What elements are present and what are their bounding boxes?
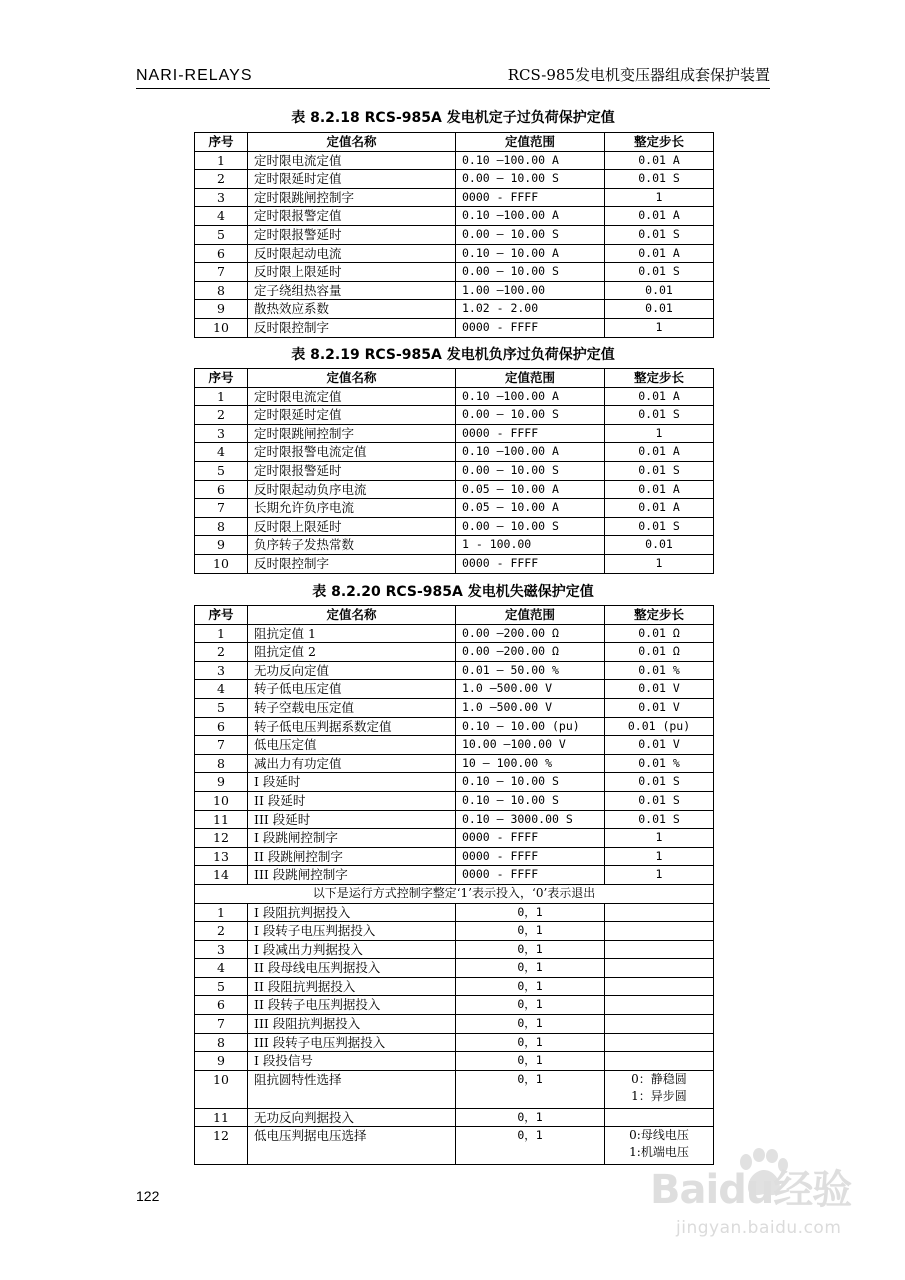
cell-no: 4 [195, 680, 248, 699]
table-row [195, 263, 714, 282]
cell-range: 0000 - FFFF [456, 424, 605, 443]
cell-name: I 段投信号 [248, 1052, 456, 1071]
cell-name: 长期允许负序电流 [248, 499, 456, 518]
cell-no: 10 [195, 318, 248, 337]
cell-name: II 段跳闸控制字 [248, 847, 456, 866]
table-note-row [195, 884, 714, 903]
cell-range: 0.00 – 10.00 S [456, 461, 605, 480]
cell-name: II 段母线电压判据投入 [248, 959, 456, 978]
cell-name: 定时限报警电流定值 [248, 443, 456, 462]
cell-name: 无功反向定值 [248, 661, 456, 680]
col-header-step: 整定步长 [605, 606, 714, 625]
cell-name: 转子低电压定值 [248, 680, 456, 699]
cell-no: 6 [195, 996, 248, 1015]
cell-range: 0.00 – 10.00 S [456, 170, 605, 189]
cell-range: 0，1 [456, 959, 605, 978]
page-header [136, 64, 770, 89]
col-header-step: 整定步长 [605, 369, 714, 388]
cell-step: 0.01 [605, 536, 714, 555]
cell-no: 7 [195, 499, 248, 518]
table-row [195, 866, 714, 885]
col-header-range: 定值范围 [456, 606, 605, 625]
table-row [195, 300, 714, 319]
table-row [195, 698, 714, 717]
cell-name: 定时限报警延时 [248, 461, 456, 480]
cell-name: 定时限跳闸控制字 [248, 424, 456, 443]
table-row [195, 225, 714, 244]
cell-range: 0，1 [456, 1108, 605, 1127]
table-row [195, 318, 714, 337]
cell-no: 8 [195, 517, 248, 536]
table-row [195, 1070, 714, 1108]
cell-step [605, 903, 714, 922]
cell-step: 0.01 S [605, 225, 714, 244]
cell-step [605, 996, 714, 1015]
cell-step: 1 [605, 188, 714, 207]
cell-step: 0.01 V [605, 698, 714, 717]
cell-name: II 段转子电压判据投入 [248, 996, 456, 1015]
cell-step [605, 1070, 714, 1108]
cell-range: 1.00 –100.00 [456, 281, 605, 300]
cell-step: 0.01 Ω [605, 624, 714, 643]
cell-step: 0.01 S [605, 170, 714, 189]
cell-step: 0.01 S [605, 810, 714, 829]
cell-no: 8 [195, 281, 248, 300]
table-row [195, 480, 714, 499]
cell-name: III 段阻抗判据投入 [248, 1015, 456, 1034]
cell-name: 定子绕组热容量 [248, 281, 456, 300]
cell-no: 10 [195, 1070, 248, 1108]
cell-no: 1 [195, 903, 248, 922]
cell-range: 1 - 100.00 [456, 536, 605, 555]
table-row [195, 387, 714, 406]
cell-range: 0，1 [456, 977, 605, 996]
col-header-name: 定值名称 [248, 133, 456, 152]
cell-range: 0，1 [456, 903, 605, 922]
cell-range: 0.00 – 10.00 S [456, 517, 605, 536]
col-header-no: 序号 [195, 369, 248, 388]
table-row [195, 847, 714, 866]
cell-step: 0.01 A [605, 207, 714, 226]
cell-name: I 段转子电压判据投入 [248, 922, 456, 941]
cell-step: 1 [605, 866, 714, 885]
cell-range: 1.0 –500.00 V [456, 698, 605, 717]
cell-step: 0.01 S [605, 791, 714, 810]
cell-range: 0.10 –100.00 A [456, 443, 605, 462]
cell-name: 定时限报警延时 [248, 225, 456, 244]
cell-step: 0.01 A [605, 387, 714, 406]
cell-name: 定时限报警定值 [248, 207, 456, 226]
cell-name: 反时限起动电流 [248, 244, 456, 263]
cell-range: 1.02 - 2.00 [456, 300, 605, 319]
cell-no: 3 [195, 424, 248, 443]
watermark-logo: Baidu经验 [650, 1167, 852, 1213]
cell-range: 0，1 [456, 1127, 605, 1165]
cell-no: 1 [195, 387, 248, 406]
cell-name: 定时限跳闸控制字 [248, 188, 456, 207]
cell-range: 10 – 100.00 % [456, 754, 605, 773]
table-stator-overload [194, 132, 714, 338]
cell-range: 0，1 [456, 1015, 605, 1034]
cell-step [605, 1108, 714, 1127]
cell-range: 0.10 – 10.00 A [456, 244, 605, 263]
cell-no: 8 [195, 1033, 248, 1052]
cell-range: 0.00 –200.00 Ω [456, 624, 605, 643]
cell-range: 1.0 –500.00 V [456, 680, 605, 699]
table-row [195, 517, 714, 536]
col-header-step: 整定步长 [605, 133, 714, 152]
table-row [195, 554, 714, 573]
table-row [195, 170, 714, 189]
cell-range: 0.10 –100.00 A [456, 387, 605, 406]
col-header-range: 定值范围 [456, 133, 605, 152]
cell-no: 6 [195, 717, 248, 736]
cell-no: 12 [195, 1127, 248, 1165]
table-row [195, 829, 714, 848]
cell-no: 4 [195, 443, 248, 462]
cell-step: 0.01 S [605, 263, 714, 282]
cell-no: 10 [195, 554, 248, 573]
cell-no: 13 [195, 847, 248, 866]
cell-no: 2 [195, 922, 248, 941]
cell-range: 0.00 –200.00 Ω [456, 643, 605, 662]
cell-no: 10 [195, 791, 248, 810]
table2-caption: 表 8.2.19 RCS-985A 发电机负序过负荷保护定值 [291, 347, 615, 363]
table-row [195, 643, 714, 662]
table-row [195, 188, 714, 207]
cell-range: 0.01 – 50.00 % [456, 661, 605, 680]
table-loss-of-excitation [194, 605, 714, 1165]
table-row [195, 443, 714, 462]
cell-range: 0.05 – 10.00 A [456, 480, 605, 499]
table1-caption: 表 8.2.18 RCS-985A 发电机定子过负荷保护定值 [291, 110, 615, 126]
table-row [195, 996, 714, 1015]
table-row [195, 207, 714, 226]
cell-no: 14 [195, 866, 248, 885]
table-negative-sequence-overload [194, 368, 714, 574]
cell-no: 7 [195, 263, 248, 282]
cell-no: 9 [195, 300, 248, 319]
cell-range: 0.10 –100.00 A [456, 207, 605, 226]
cell-range: 0.00 – 10.00 S [456, 225, 605, 244]
table-row [195, 810, 714, 829]
cell-range: 0.10 –100.00 A [456, 151, 605, 170]
cell-name: 反时限控制字 [248, 554, 456, 573]
col-header-name: 定值名称 [248, 369, 456, 388]
cell-name: 反时限上限延时 [248, 517, 456, 536]
table-row [195, 736, 714, 755]
cell-range: 0，1 [456, 1070, 605, 1108]
cell-name: III 段转子电压判据投入 [248, 1033, 456, 1052]
cell-step: 0.01 S [605, 773, 714, 792]
cell-step: 0.01 S [605, 406, 714, 425]
cell-step: 0.01 A [605, 151, 714, 170]
cell-range: 0000 - FFFF [456, 188, 605, 207]
cell-name: 低电压定值 [248, 736, 456, 755]
cell-no: 3 [195, 188, 248, 207]
cell-step: 0.01 [605, 300, 714, 319]
cell-range: 0，1 [456, 1033, 605, 1052]
cell-name: 减出力有功定值 [248, 754, 456, 773]
cell-name: 低电压判据电压选择 [248, 1127, 456, 1165]
cell-range: 10.00 –100.00 V [456, 736, 605, 755]
table-row [195, 717, 714, 736]
cell-no: 7 [195, 736, 248, 755]
cell-name: 反时限控制字 [248, 318, 456, 337]
cell-range: 0.10 – 3000.00 S [456, 810, 605, 829]
cell-step [605, 1033, 714, 1052]
table-row [195, 499, 714, 518]
option-line: 0：静稳圆 [631, 1071, 687, 1086]
cell-name: 阻抗定值 2 [248, 643, 456, 662]
table-row [195, 791, 714, 810]
cell-name: 负序转子发热常数 [248, 536, 456, 555]
option-line: 1：异步圆 [631, 1088, 687, 1103]
cell-name: II 段延时 [248, 791, 456, 810]
cell-no: 6 [195, 244, 248, 263]
cell-step: 0.01 V [605, 680, 714, 699]
cell-no: 11 [195, 1108, 248, 1127]
cell-range: 0，1 [456, 1052, 605, 1071]
cell-no: 9 [195, 773, 248, 792]
cell-name: I 段延时 [248, 773, 456, 792]
watermark [650, 1148, 855, 1256]
cell-no: 3 [195, 661, 248, 680]
cell-no: 5 [195, 461, 248, 480]
cell-name: III 段跳闸控制字 [248, 866, 456, 885]
cell-no: 7 [195, 1015, 248, 1034]
table-row [195, 773, 714, 792]
cell-range: 0.00 – 10.00 S [456, 263, 605, 282]
cell-step: 0.01 % [605, 754, 714, 773]
cell-name: I 段跳闸控制字 [248, 829, 456, 848]
col-header-name: 定值名称 [248, 606, 456, 625]
cell-step [605, 922, 714, 941]
table3-caption: 表 8.2.20 RCS-985A 发电机失磁保护定值 [312, 584, 594, 600]
cell-no: 5 [195, 977, 248, 996]
cell-range: 0000 - FFFF [456, 847, 605, 866]
cell-no: 5 [195, 698, 248, 717]
cell-step: 0.01 S [605, 517, 714, 536]
cell-name: 反时限上限延时 [248, 263, 456, 282]
table-row [195, 977, 714, 996]
cell-step: 0.01 % [605, 661, 714, 680]
col-header-range: 定值范围 [456, 369, 605, 388]
table-row [195, 903, 714, 922]
cell-step: 0.01 A [605, 443, 714, 462]
table-header-row [195, 133, 714, 152]
table-row [195, 244, 714, 263]
option-line: 0:母线电压 [629, 1128, 689, 1143]
cell-range: 0.10 – 10.00 S [456, 773, 605, 792]
cell-step: 1 [605, 847, 714, 866]
cell-no: 3 [195, 940, 248, 959]
cell-no: 11 [195, 810, 248, 829]
cell-no: 6 [195, 480, 248, 499]
cell-step: 0.01 A [605, 499, 714, 518]
cell-name: 散热效应系数 [248, 300, 456, 319]
cell-no: 5 [195, 225, 248, 244]
table-row [195, 624, 714, 643]
cell-range: 0，1 [456, 922, 605, 941]
cell-no: 4 [195, 959, 248, 978]
header-company: NARI-RELAYS [136, 67, 253, 84]
cell-range: 0，1 [456, 996, 605, 1015]
cell-name: 无功反向判据投入 [248, 1108, 456, 1127]
cell-name: 反时限起动负序电流 [248, 480, 456, 499]
cell-name: 定时限延时定值 [248, 406, 456, 425]
table-row [195, 151, 714, 170]
col-header-no: 序号 [195, 133, 248, 152]
cell-range: 0.05 – 10.00 A [456, 499, 605, 518]
cell-name: I 段阻抗判据投入 [248, 903, 456, 922]
header-document-title: RCS-985发电机变压器组成套保护装置 [507, 66, 770, 84]
cell-no: 12 [195, 829, 248, 848]
cell-no: 9 [195, 536, 248, 555]
cell-no: 8 [195, 754, 248, 773]
cell-range: 0.10 – 10.00 S [456, 791, 605, 810]
cell-no: 9 [195, 1052, 248, 1071]
table-row [195, 461, 714, 480]
cell-step: 1 [605, 318, 714, 337]
cell-name: 定时限电流定值 [248, 387, 456, 406]
cell-step: 1 [605, 424, 714, 443]
page-number: 122 [136, 1188, 160, 1204]
cell-name: 阻抗圆特性选择 [248, 1070, 456, 1108]
cell-step: 0.01 A [605, 480, 714, 499]
cell-name: III 段延时 [248, 810, 456, 829]
table-row [195, 661, 714, 680]
cell-step [605, 977, 714, 996]
cell-step: 0.01 S [605, 461, 714, 480]
cell-no: 2 [195, 643, 248, 662]
cell-step: 0.01 [605, 281, 714, 300]
cell-range: 0.00 – 10.00 S [456, 406, 605, 425]
cell-range: 0000 - FFFF [456, 866, 605, 885]
table-row [195, 754, 714, 773]
cell-step: 1 [605, 554, 714, 573]
col-header-no: 序号 [195, 606, 248, 625]
table-row [195, 406, 714, 425]
table-row [195, 1015, 714, 1034]
cell-step [605, 959, 714, 978]
table-row [195, 1052, 714, 1071]
cell-range: 0000 - FFFF [456, 554, 605, 573]
cell-no: 1 [195, 151, 248, 170]
cell-step: 0.01 A [605, 244, 714, 263]
table-row [195, 536, 714, 555]
cell-step [605, 1052, 714, 1071]
cell-step: 0.01 Ω [605, 643, 714, 662]
cell-no: 2 [195, 406, 248, 425]
cell-name: 定时限电流定值 [248, 151, 456, 170]
table-row [195, 424, 714, 443]
table-header-row [195, 606, 714, 625]
cell-step: 0.01 (pu) [605, 717, 714, 736]
table-row [195, 959, 714, 978]
table-row [195, 680, 714, 699]
cell-step [605, 940, 714, 959]
cell-name: 定时限延时定值 [248, 170, 456, 189]
table-row [195, 1108, 714, 1127]
cell-name: 转子空载电压定值 [248, 698, 456, 717]
cell-step [605, 1015, 714, 1034]
table-row [195, 940, 714, 959]
cell-step: 1 [605, 829, 714, 848]
option-line: 1:机端电压 [629, 1145, 689, 1160]
cell-name: I 段减出力判据投入 [248, 940, 456, 959]
cell-name: 阻抗定值 1 [248, 624, 456, 643]
cell-range: 0.10 – 10.00 (pu) [456, 717, 605, 736]
cell-name: 转子低电压判据系数定值 [248, 717, 456, 736]
cell-name: II 段阻抗判据投入 [248, 977, 456, 996]
cell-step: 0.01 V [605, 736, 714, 755]
table-row [195, 922, 714, 941]
cell-no: 2 [195, 170, 248, 189]
table-row [195, 1127, 714, 1165]
cell-no: 4 [195, 207, 248, 226]
table-row [195, 281, 714, 300]
table-header-row [195, 369, 714, 388]
cell-range: 0000 - FFFF [456, 318, 605, 337]
table-row [195, 1033, 714, 1052]
cell-no: 1 [195, 624, 248, 643]
watermark-url: jingyan.baidu.com [676, 1218, 842, 1238]
cell-range: 0，1 [456, 940, 605, 959]
cell-range: 0000 - FFFF [456, 829, 605, 848]
control-word-note: 以下是运行方式控制字整定‘1’表示投入，‘0’表示退出 [195, 884, 714, 903]
